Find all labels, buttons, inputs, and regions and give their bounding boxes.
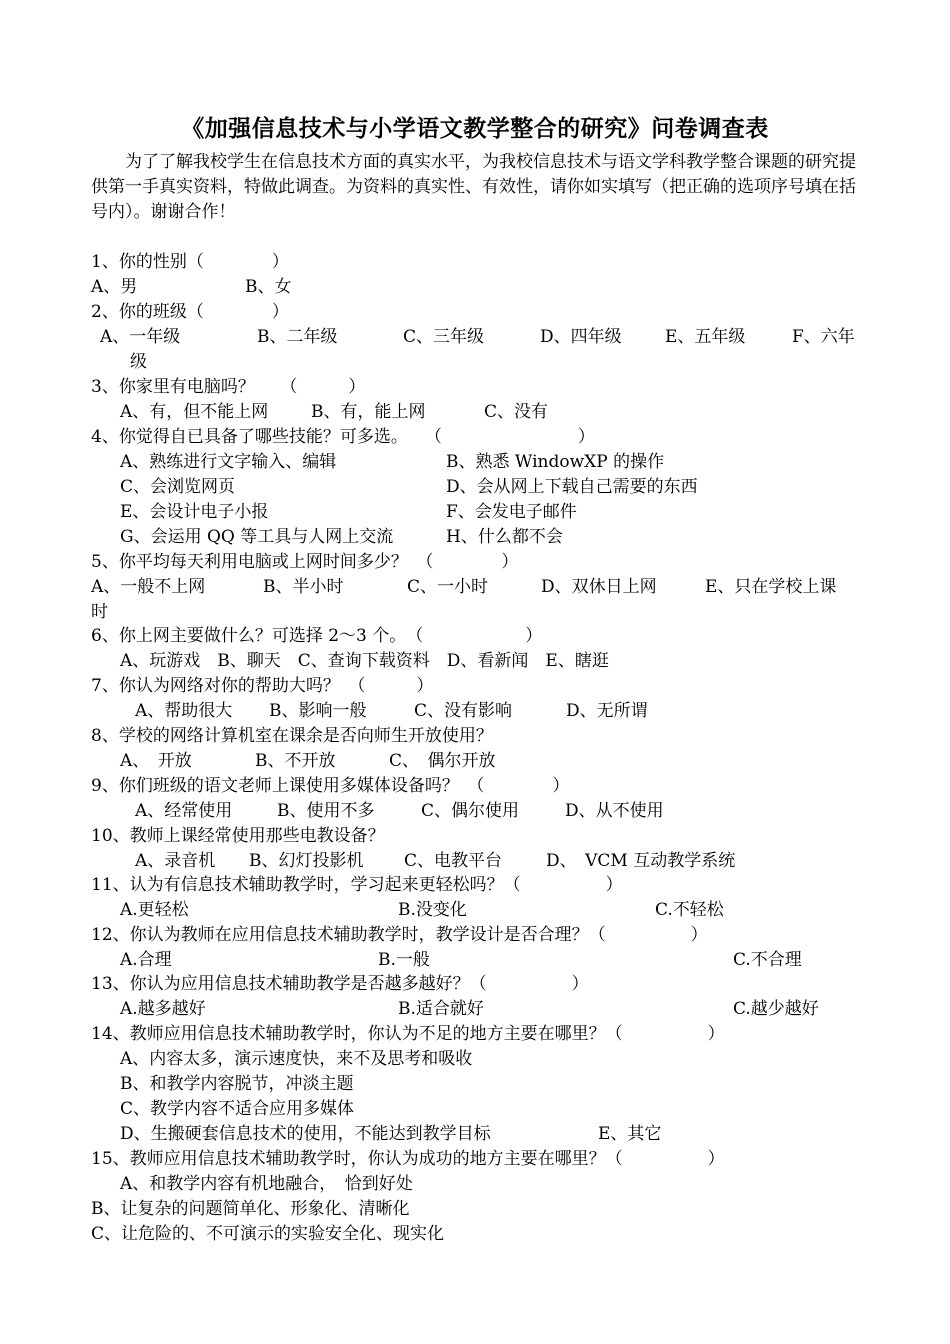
question-3: 3、你家里有电脑吗？ （ ） [91, 377, 366, 397]
q13-option-a: A.越多越好 [120, 999, 206, 1019]
q4-option-c: C、会浏览网页 [120, 477, 236, 497]
question-13: 13、你认为应用信息技术辅助教学是否越多越好？（ ） [91, 974, 589, 994]
q4-option-b: B、熟悉 WindowXP 的操作 [446, 452, 665, 472]
question-14: 14、教师应用信息技术辅助教学时，你认为不足的地方主要在哪里？（ ） [91, 1024, 725, 1044]
q15-option-a: A、和教学内容有机地融合， 恰到好处 [120, 1174, 413, 1194]
intro-paragraph: 为了了解我校学生在信息技术方面的真实水平，为我校信息技术与语文学科教学整合课题的研究提供第一手真实资料，特做此调查。为资料的真实性、有效性，请你如实填写（把正确的选项序号填在括号内）。谢谢合作！ [91, 152, 856, 222]
q12-option-c: C.不合理 [733, 950, 802, 970]
q3-option-a: A、有，但不能上网 [120, 402, 269, 422]
page-title: 《加强信息技术与小学语文教学整合的研究》问卷调查表 [181, 115, 769, 142]
q2-option-b: B、二年级 [257, 327, 338, 347]
question-15: 15、教师应用信息技术辅助教学时，你认为成功的地方主要在哪里？（ ） [91, 1149, 725, 1169]
q12-option-a: A.合理 [120, 950, 172, 970]
q14-option-b: B、和教学内容脱节，冲淡主题 [120, 1074, 354, 1094]
q11-option-a: A.更轻松 [120, 900, 189, 920]
q5-option-c: C、一小时 [407, 577, 489, 597]
q4-option-a: A、熟练进行文字输入、编辑 [120, 452, 337, 472]
q13-option-c: C.越少越好 [733, 999, 819, 1019]
q5-option-e-cont: 时 [91, 602, 108, 622]
q5-option-e: E、只在学校上课 [705, 577, 837, 597]
q4-option-e: E、会设计电子小报 [120, 502, 269, 522]
question-11: 11、认为有信息技术辅助教学时，学习起来更轻松吗？（ ） [91, 875, 623, 895]
q9-option-a: A、经常使用 [135, 801, 233, 821]
q11-option-b: B.没变化 [398, 900, 467, 920]
q12-option-b: B.一般 [378, 950, 430, 970]
q11-option-c: C.不轻松 [655, 900, 724, 920]
q9-option-c: C、偶尔使用 [421, 801, 520, 821]
q1-option-a: A、男 [91, 277, 138, 297]
q10-option-d: D、 VCM 互动教学系统 [546, 851, 736, 871]
q10-option-a: A、录音机 [135, 851, 216, 871]
q10-option-c: C、电教平台 [404, 851, 503, 871]
question-7: 7、你认为网络对你的帮助大吗？ （ ） [91, 676, 434, 696]
q14-option-d: D、生搬硬套信息技术的使用，不能达到教学目标 [120, 1124, 491, 1144]
question-2: 2、你的班级（ ） [91, 302, 289, 322]
question-12: 12、你认为教师在应用信息技术辅助教学时，教学设计是否合理？（ ） [91, 925, 708, 945]
q7-option-b: B、影响一般 [269, 701, 367, 721]
q7-option-d: D、无所谓 [566, 701, 648, 721]
q4-option-d: D、会从网上下载自己需要的东西 [446, 477, 698, 497]
q4-option-h: H、什么都不会 [446, 527, 563, 547]
q7-option-a: A、帮助很大 [135, 701, 233, 721]
question-4: 4、你觉得自已具备了哪些技能？可多选。 （ ） [91, 427, 595, 447]
question-1: 1、你的性别（ ） [91, 252, 289, 272]
q4-option-f: F、会发电子邮件 [446, 502, 577, 522]
q14-option-c: C、教学内容不适合应用多媒体 [120, 1099, 355, 1119]
q2-option-e: E、五年级 [665, 327, 746, 347]
question-10: 10、教师上课经常使用那些电教设备？ [91, 826, 385, 846]
q5-option-a: A、一般不上网 [91, 577, 206, 597]
q2-option-c: C、三年级 [403, 327, 485, 347]
q9-option-b: B、使用不多 [277, 801, 375, 821]
question-8: 8、学校的网络计算机室在课余是否向师生开放使用？ [91, 726, 493, 746]
q4-option-g: G、会运用 QQ 等工具与人网上交流 [120, 527, 394, 547]
q13-option-b: B.适合就好 [398, 999, 484, 1019]
q8-option-b: B、不开放 [255, 751, 336, 771]
q8-option-a: A、 开放 [120, 751, 192, 771]
q5-option-d: D、双休日上网 [541, 577, 657, 597]
q7-option-c: C、没有影响 [414, 701, 513, 721]
q10-option-b: B、幻灯投影机 [249, 851, 364, 871]
q2-option-d: D、四年级 [540, 327, 622, 347]
question-6: 6、你上网主要做什么？可选择 2～3 个。 （ ） [91, 626, 543, 646]
q3-option-c: C、没有 [484, 402, 549, 422]
q5-option-b: B、半小时 [263, 577, 344, 597]
q2-option-f-cont: 级 [130, 352, 147, 372]
question-5: 5、你平均每天利用电脑或上网时间多少？ （ ） [91, 552, 519, 572]
question-9: 9、你们班级的语文老师上课使用多媒体设备吗？ （ ） [91, 776, 570, 796]
q3-option-b: B、有，能上网 [311, 402, 426, 422]
q15-option-c: C、让危险的、不可演示的实验安全化、现实化 [91, 1224, 445, 1244]
q2-option-f: F、六年 [792, 327, 855, 347]
q15-option-b: B、让复杂的问题简单化、形象化、清晰化 [91, 1199, 410, 1219]
q6-options: A、玩游戏 B、聊天 C、查询下载资料 D、看新闻 E、瞎逛 [120, 651, 609, 671]
q1-option-b: B、女 [245, 277, 292, 297]
q14-option-e: E、其它 [598, 1124, 662, 1144]
q2-option-a: A、一年级 [100, 327, 181, 347]
q14-option-a: A、内容太多，演示速度快，来不及思考和吸收 [120, 1049, 473, 1069]
q9-option-d: D、从不使用 [565, 801, 664, 821]
q8-option-c: C、 偶尔开放 [389, 751, 496, 771]
